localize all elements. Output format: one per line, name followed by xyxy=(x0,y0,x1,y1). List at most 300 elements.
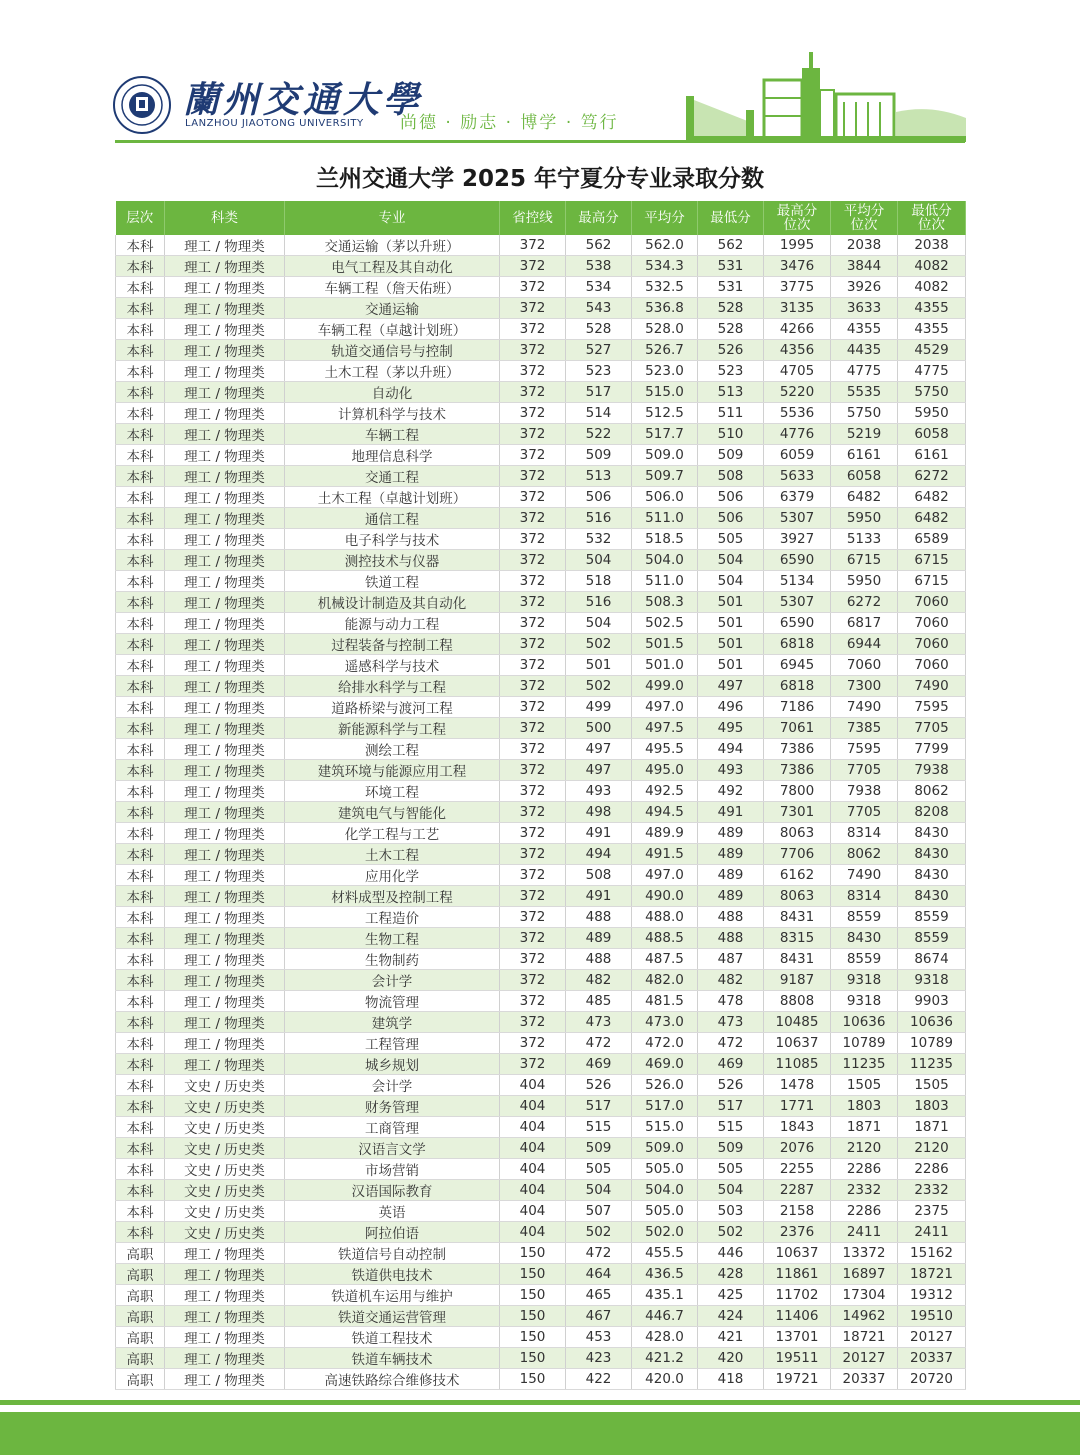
table-cell: 513 xyxy=(698,382,764,403)
table-cell: 489 xyxy=(698,823,764,844)
table-cell: 372 xyxy=(500,361,566,382)
table-cell: 理工 / 物理类 xyxy=(165,466,285,487)
table-cell: 404 xyxy=(500,1159,566,1180)
table-cell: 7060 xyxy=(898,634,966,655)
table-cell: 6590 xyxy=(764,550,831,571)
table-cell: 3926 xyxy=(831,277,898,298)
column-header: 科类 xyxy=(165,201,285,235)
table-cell: 4266 xyxy=(764,319,831,340)
table-cell: 7705 xyxy=(831,802,898,823)
table-cell: 14962 xyxy=(831,1306,898,1327)
table-cell: 7060 xyxy=(898,592,966,613)
table-cell: 372 xyxy=(500,466,566,487)
table-cell: 本科 xyxy=(116,361,165,382)
table-cell: 2038 xyxy=(898,235,966,256)
column-header: 层次 xyxy=(116,201,165,235)
table-row xyxy=(116,1096,966,1117)
table-cell: 424 xyxy=(698,1306,764,1327)
table-cell: 工程造价 xyxy=(285,907,500,928)
table-cell: 理工 / 物理类 xyxy=(165,928,285,949)
table-cell: 372 xyxy=(500,1033,566,1054)
table-cell: 高速铁路综合维修技术 xyxy=(285,1369,500,1390)
table-cell: 6059 xyxy=(764,445,831,466)
table-cell: 501.5 xyxy=(632,634,698,655)
table-cell: 给排水科学与工程 xyxy=(285,676,500,697)
table-cell: 理工 / 物理类 xyxy=(165,235,285,256)
table-cell: 517.0 xyxy=(632,1096,698,1117)
table-cell: 506 xyxy=(698,508,764,529)
table-cell: 372 xyxy=(500,697,566,718)
table-cell: 环境工程 xyxy=(285,781,500,802)
table-cell: 446.7 xyxy=(632,1306,698,1327)
table-cell: 8430 xyxy=(898,886,966,907)
table-cell: 理工 / 物理类 xyxy=(165,1033,285,1054)
table-cell: 4356 xyxy=(764,340,831,361)
table-row xyxy=(116,907,966,928)
table-cell: 本科 xyxy=(116,1159,165,1180)
table-cell: 2286 xyxy=(831,1201,898,1222)
table-cell: 504 xyxy=(698,550,764,571)
table-cell: 19312 xyxy=(898,1285,966,1306)
table-cell: 理工 / 物理类 xyxy=(165,844,285,865)
table-cell: 车辆工程（卓越计划班） xyxy=(285,319,500,340)
table-cell: 车辆工程 xyxy=(285,424,500,445)
table-cell: 428.0 xyxy=(632,1327,698,1348)
table-cell: 487 xyxy=(698,949,764,970)
table-cell: 理工 / 物理类 xyxy=(165,718,285,739)
table-cell: 3135 xyxy=(764,298,831,319)
table-cell: 19511 xyxy=(764,1348,831,1369)
table-row xyxy=(116,508,966,529)
table-cell: 16897 xyxy=(831,1264,898,1285)
table-cell: 505.0 xyxy=(632,1159,698,1180)
table-cell: 5134 xyxy=(764,571,831,592)
campus-skyline-icon xyxy=(686,50,966,142)
table-cell: 6715 xyxy=(831,550,898,571)
table-cell: 本科 xyxy=(116,403,165,424)
table-cell: 10789 xyxy=(831,1033,898,1054)
table-row xyxy=(116,235,966,256)
table-cell: 532.5 xyxy=(632,277,698,298)
table-cell: 应用化学 xyxy=(285,865,500,886)
table-cell: 467 xyxy=(566,1306,632,1327)
table-cell: 本科 xyxy=(116,319,165,340)
table-cell: 9318 xyxy=(898,970,966,991)
table-cell: 505.0 xyxy=(632,1201,698,1222)
table-cell: 7800 xyxy=(764,781,831,802)
table-cell: 489 xyxy=(698,844,764,865)
table-cell: 本科 xyxy=(116,907,165,928)
table-cell: 11406 xyxy=(764,1306,831,1327)
table-cell: 372 xyxy=(500,277,566,298)
table-cell: 455.5 xyxy=(632,1243,698,1264)
table-cell: 理工 / 物理类 xyxy=(165,445,285,466)
table-cell: 6161 xyxy=(831,445,898,466)
table-cell: 6590 xyxy=(764,613,831,634)
table-cell: 497 xyxy=(566,739,632,760)
table-cell: 3844 xyxy=(831,256,898,277)
table-cell: 481.5 xyxy=(632,991,698,1012)
table-cell: 理工 / 物理类 xyxy=(165,676,285,697)
table-cell: 本科 xyxy=(116,466,165,487)
table-cell: 6589 xyxy=(898,529,966,550)
table-cell: 本科 xyxy=(116,949,165,970)
table-cell: 5220 xyxy=(764,382,831,403)
table-cell: 理工 / 物理类 xyxy=(165,760,285,781)
table-cell: 493 xyxy=(566,781,632,802)
table-cell: 18721 xyxy=(898,1264,966,1285)
table-cell: 7301 xyxy=(764,802,831,823)
table-row xyxy=(116,1159,966,1180)
table-cell: 7705 xyxy=(898,718,966,739)
table-cell: 515 xyxy=(698,1117,764,1138)
table-cell: 562.0 xyxy=(632,235,698,256)
table-cell: 507 xyxy=(566,1201,632,1222)
table-cell: 464 xyxy=(566,1264,632,1285)
table-cell: 482.0 xyxy=(632,970,698,991)
table-row xyxy=(116,1117,966,1138)
table-cell: 372 xyxy=(500,529,566,550)
table-cell: 7595 xyxy=(898,697,966,718)
table-cell: 2375 xyxy=(898,1201,966,1222)
table-cell: 3775 xyxy=(764,277,831,298)
table-cell: 道路桥梁与渡河工程 xyxy=(285,697,500,718)
table-cell: 铁道交通运营管理 xyxy=(285,1306,500,1327)
table-cell: 538 xyxy=(566,256,632,277)
table-cell: 8208 xyxy=(898,802,966,823)
table-cell: 生物制药 xyxy=(285,949,500,970)
table-cell: 509 xyxy=(566,445,632,466)
table-cell: 阿拉伯语 xyxy=(285,1222,500,1243)
table-cell: 本科 xyxy=(116,760,165,781)
table-row xyxy=(116,571,966,592)
table-cell: 488 xyxy=(566,949,632,970)
table-cell: 497 xyxy=(698,676,764,697)
table-cell: 502.0 xyxy=(632,1222,698,1243)
table-row xyxy=(116,802,966,823)
table-cell: 理工 / 物理类 xyxy=(165,592,285,613)
table-cell: 2158 xyxy=(764,1201,831,1222)
table-cell: 501 xyxy=(698,613,764,634)
table-cell: 8430 xyxy=(898,844,966,865)
table-cell: 20127 xyxy=(831,1348,898,1369)
table-cell: 7060 xyxy=(898,613,966,634)
table-cell: 6482 xyxy=(831,487,898,508)
table-cell: 理工 / 物理类 xyxy=(165,781,285,802)
table-cell: 502 xyxy=(566,634,632,655)
table-cell: 13701 xyxy=(764,1327,831,1348)
table-cell: 8559 xyxy=(831,907,898,928)
table-cell: 526.7 xyxy=(632,340,698,361)
table-cell: 531 xyxy=(698,277,764,298)
table-cell: 150 xyxy=(500,1369,566,1390)
table-cell: 理工 / 物理类 xyxy=(165,907,285,928)
table-cell: 理工 / 物理类 xyxy=(165,865,285,886)
column-header: 最高分 xyxy=(566,201,632,235)
table-cell: 化学工程与工艺 xyxy=(285,823,500,844)
table-cell: 372 xyxy=(500,1054,566,1075)
table-cell: 理工 / 物理类 xyxy=(165,1012,285,1033)
table-cell: 通信工程 xyxy=(285,508,500,529)
table-row xyxy=(116,676,966,697)
table-cell: 理工 / 物理类 xyxy=(165,1306,285,1327)
table-cell: 488 xyxy=(698,907,764,928)
table-cell: 500 xyxy=(566,718,632,739)
table-cell: 理工 / 物理类 xyxy=(165,1264,285,1285)
table-cell: 18721 xyxy=(831,1327,898,1348)
table-cell: 8431 xyxy=(764,949,831,970)
table-cell: 7705 xyxy=(831,760,898,781)
table-cell: 372 xyxy=(500,571,566,592)
table-cell: 499 xyxy=(566,697,632,718)
table-cell: 文史 / 历史类 xyxy=(165,1117,285,1138)
table-cell: 交通运输（茅以升班） xyxy=(285,235,500,256)
table-cell: 1803 xyxy=(831,1096,898,1117)
table-cell: 372 xyxy=(500,634,566,655)
table-cell: 534 xyxy=(566,277,632,298)
table-cell: 理工 / 物理类 xyxy=(165,739,285,760)
table-cell: 8808 xyxy=(764,991,831,1012)
table-cell: 4775 xyxy=(831,361,898,382)
table-cell: 高职 xyxy=(116,1327,165,1348)
table-cell: 理工 / 物理类 xyxy=(165,256,285,277)
table-cell: 482 xyxy=(698,970,764,991)
table-cell: 515 xyxy=(566,1117,632,1138)
table-cell: 435.1 xyxy=(632,1285,698,1306)
table-cell: 531 xyxy=(698,256,764,277)
table-cell: 5950 xyxy=(831,508,898,529)
table-cell: 理工 / 物理类 xyxy=(165,1369,285,1390)
table-cell: 421.2 xyxy=(632,1348,698,1369)
table-cell: 510 xyxy=(698,424,764,445)
table-cell: 本科 xyxy=(116,1033,165,1054)
table-cell: 土木工程（茅以升班） xyxy=(285,361,500,382)
table-cell: 2411 xyxy=(898,1222,966,1243)
table-cell: 422 xyxy=(566,1369,632,1390)
table-cell: 理工 / 物理类 xyxy=(165,361,285,382)
table-cell: 理工 / 物理类 xyxy=(165,382,285,403)
table-cell: 车辆工程（詹天佑班） xyxy=(285,277,500,298)
table-cell: 2076 xyxy=(764,1138,831,1159)
table-cell: 469 xyxy=(566,1054,632,1075)
table-cell: 528.0 xyxy=(632,319,698,340)
table-cell: 4775 xyxy=(898,361,966,382)
table-row xyxy=(116,1264,966,1285)
table-cell: 11702 xyxy=(764,1285,831,1306)
table-cell: 7300 xyxy=(831,676,898,697)
table-cell: 469 xyxy=(698,1054,764,1075)
table-cell: 理工 / 物理类 xyxy=(165,613,285,634)
table-cell: 4529 xyxy=(898,340,966,361)
table-cell: 526 xyxy=(566,1075,632,1096)
table-row xyxy=(116,634,966,655)
table-cell: 6715 xyxy=(898,550,966,571)
table-cell: 本科 xyxy=(116,886,165,907)
table-cell: 7595 xyxy=(831,739,898,760)
table-cell: 404 xyxy=(500,1075,566,1096)
table-cell: 地理信息科学 xyxy=(285,445,500,466)
table-cell: 488.0 xyxy=(632,907,698,928)
table-row xyxy=(116,1033,966,1054)
table-cell: 8559 xyxy=(898,907,966,928)
table-cell: 6818 xyxy=(764,634,831,655)
table-row xyxy=(116,445,966,466)
table-cell: 404 xyxy=(500,1096,566,1117)
table-cell: 562 xyxy=(698,235,764,256)
table-row xyxy=(116,1327,966,1348)
table-cell: 遥感科学与技术 xyxy=(285,655,500,676)
table-cell: 423 xyxy=(566,1348,632,1369)
table-cell: 494 xyxy=(566,844,632,865)
table-cell: 501 xyxy=(698,592,764,613)
table-cell: 文史 / 历史类 xyxy=(165,1096,285,1117)
table-cell: 515.0 xyxy=(632,1117,698,1138)
table-cell: 高职 xyxy=(116,1306,165,1327)
table-cell: 电子科学与技术 xyxy=(285,529,500,550)
table-cell: 汉语国际教育 xyxy=(285,1180,500,1201)
table-cell: 526 xyxy=(698,340,764,361)
table-cell: 5535 xyxy=(831,382,898,403)
table-cell: 494 xyxy=(698,739,764,760)
table-cell: 建筑电气与智能化 xyxy=(285,802,500,823)
table-cell: 418 xyxy=(698,1369,764,1390)
table-cell: 20720 xyxy=(898,1369,966,1390)
table-row xyxy=(116,1075,966,1096)
table-cell: 本科 xyxy=(116,802,165,823)
table-cell: 404 xyxy=(500,1222,566,1243)
column-header: 平均分 xyxy=(632,201,698,235)
table-cell: 理工 / 物理类 xyxy=(165,487,285,508)
table-cell: 8430 xyxy=(831,928,898,949)
table-row xyxy=(116,865,966,886)
table-cell: 11235 xyxy=(831,1054,898,1075)
table-cell: 1871 xyxy=(831,1117,898,1138)
table-cell: 理工 / 物理类 xyxy=(165,886,285,907)
table-cell: 495.5 xyxy=(632,739,698,760)
table-cell: 铁道供电技术 xyxy=(285,1264,500,1285)
table-cell: 490.0 xyxy=(632,886,698,907)
table-cell: 473 xyxy=(566,1012,632,1033)
table-cell: 本科 xyxy=(116,781,165,802)
table-cell: 本科 xyxy=(116,1096,165,1117)
table-cell: 472 xyxy=(566,1033,632,1054)
table-cell: 10636 xyxy=(898,1012,966,1033)
table-cell: 10637 xyxy=(764,1033,831,1054)
table-cell: 509 xyxy=(698,445,764,466)
table-cell: 501 xyxy=(566,655,632,676)
table-cell: 工程管理 xyxy=(285,1033,500,1054)
table-cell: 本科 xyxy=(116,298,165,319)
logo-chinese-name: 蘭州交通大學 xyxy=(183,79,424,121)
table-cell: 505 xyxy=(566,1159,632,1180)
table-cell: 6944 xyxy=(831,634,898,655)
table-cell: 本科 xyxy=(116,445,165,466)
table-cell: 4705 xyxy=(764,361,831,382)
table-cell: 543 xyxy=(566,298,632,319)
table-cell: 理工 / 物理类 xyxy=(165,802,285,823)
table-cell: 新能源科学与工程 xyxy=(285,718,500,739)
table-cell: 4355 xyxy=(898,298,966,319)
table-cell: 491 xyxy=(698,802,764,823)
table-cell: 509.7 xyxy=(632,466,698,487)
table-cell: 522 xyxy=(566,424,632,445)
table-cell: 372 xyxy=(500,1012,566,1033)
table-cell: 508 xyxy=(566,865,632,886)
table-cell: 485 xyxy=(566,991,632,1012)
table-cell: 铁道工程技术 xyxy=(285,1327,500,1348)
table-cell: 488.5 xyxy=(632,928,698,949)
table-cell: 8314 xyxy=(831,886,898,907)
table-cell: 8674 xyxy=(898,949,966,970)
table-cell: 372 xyxy=(500,907,566,928)
table-cell: 物流管理 xyxy=(285,991,500,1012)
table-cell: 6715 xyxy=(898,571,966,592)
table-cell: 404 xyxy=(500,1138,566,1159)
table-cell: 372 xyxy=(500,550,566,571)
table-cell: 4355 xyxy=(898,319,966,340)
table-row xyxy=(116,1138,966,1159)
table-cell: 526 xyxy=(698,1075,764,1096)
table-cell: 7490 xyxy=(898,676,966,697)
table-cell: 文史 / 历史类 xyxy=(165,1075,285,1096)
table-cell: 6162 xyxy=(764,865,831,886)
table-row xyxy=(116,844,966,865)
table-cell: 材料成型及控制工程 xyxy=(285,886,500,907)
table-cell: 489.9 xyxy=(632,823,698,844)
table-cell: 3476 xyxy=(764,256,831,277)
table-cell: 372 xyxy=(500,382,566,403)
table-cell: 150 xyxy=(500,1348,566,1369)
footer-bar xyxy=(0,1412,1080,1455)
table-row xyxy=(116,697,966,718)
table-cell: 文史 / 历史类 xyxy=(165,1222,285,1243)
table-cell: 509 xyxy=(566,1138,632,1159)
table-row xyxy=(116,823,966,844)
table-cell: 铁道机车运用与维护 xyxy=(285,1285,500,1306)
table-cell: 交通运输 xyxy=(285,298,500,319)
table-cell: 501 xyxy=(698,634,764,655)
table-cell: 1505 xyxy=(898,1075,966,1096)
table-row xyxy=(116,1012,966,1033)
table-cell: 10637 xyxy=(764,1243,831,1264)
table-cell: 财务管理 xyxy=(285,1096,500,1117)
table-cell: 404 xyxy=(500,1201,566,1222)
table-cell: 498 xyxy=(566,802,632,823)
table-cell: 8431 xyxy=(764,907,831,928)
table-cell: 504 xyxy=(566,1180,632,1201)
table-cell: 420 xyxy=(698,1348,764,1369)
table-cell: 404 xyxy=(500,1117,566,1138)
table-cell: 491 xyxy=(566,823,632,844)
table-cell: 562 xyxy=(566,235,632,256)
table-cell: 文史 / 历史类 xyxy=(165,1159,285,1180)
table-cell: 372 xyxy=(500,235,566,256)
table-row xyxy=(116,592,966,613)
table-cell: 497.0 xyxy=(632,865,698,886)
table-cell: 5950 xyxy=(831,571,898,592)
table-cell: 本科 xyxy=(116,550,165,571)
table-cell: 理工 / 物理类 xyxy=(165,991,285,1012)
table-cell: 11861 xyxy=(764,1264,831,1285)
table-cell: 2287 xyxy=(764,1180,831,1201)
table-row xyxy=(116,928,966,949)
column-header: 最低分 xyxy=(698,201,764,235)
table-cell: 528 xyxy=(566,319,632,340)
table-cell: 本科 xyxy=(116,697,165,718)
table-cell: 1843 xyxy=(764,1117,831,1138)
table-cell: 本科 xyxy=(116,1201,165,1222)
table-cell: 英语 xyxy=(285,1201,500,1222)
